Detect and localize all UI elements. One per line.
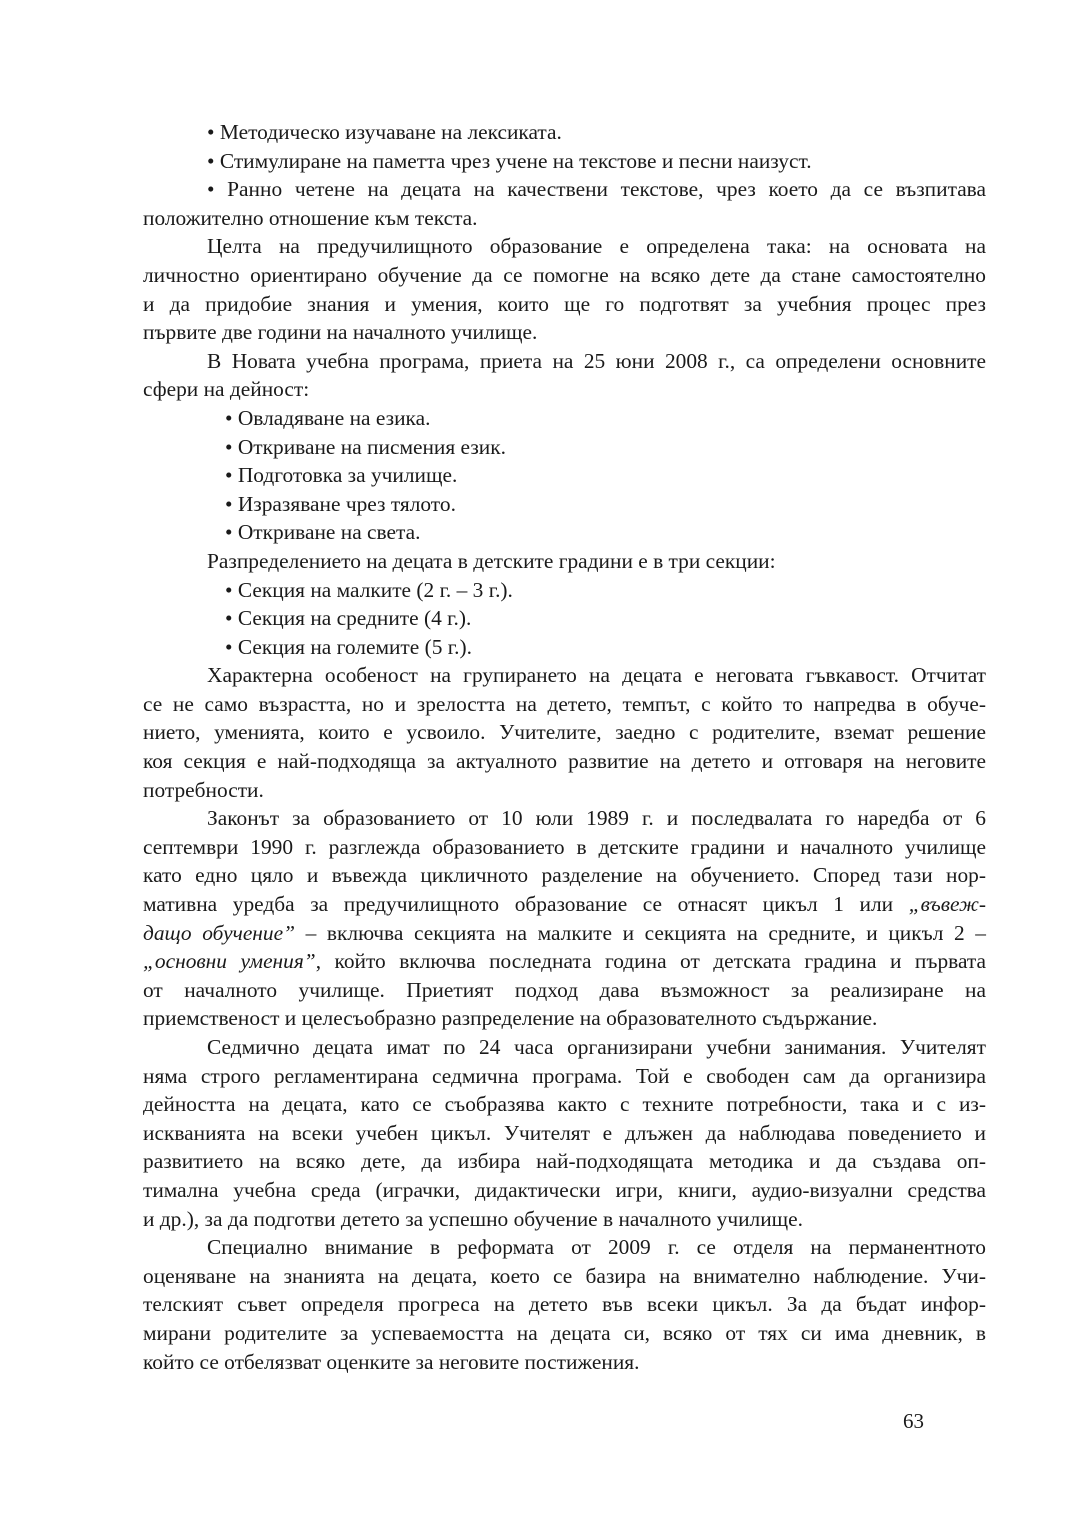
text-line [143,919,986,948]
paragraph-goal [143,232,986,346]
paragraph-weekly [143,1033,986,1233]
text-line: Законът за образованието от 10 юли 1989 г. и последвалата го наредба от 6 [207,806,986,831]
list-item: • Секция на средните (4 г.). [225,606,472,631]
list-item-continuation: положително отношение към текста. [143,205,478,230]
text-line: който се отбелязват оценките за неговите постижения. [143,1349,640,1374]
spheres-list [143,404,986,547]
text-line [143,947,986,976]
italic-term: „въвеж- [908,892,986,917]
text-line: първите две години на началното училище. [143,320,538,345]
text-line: потребности. [143,777,264,802]
italic-term: „основни умения” [143,949,316,974]
list-item: • Стимулиране на паметта чрез учене на текстове и песни наизуст. [207,148,812,173]
paragraph-assessment [143,1233,986,1376]
text-line: и др.), за да подготви детето за успешно обучение в началното училище. [143,1206,803,1231]
list-item: • Секция на големите (5 г.). [225,634,472,659]
text-line: коя секция е най-подходяща за актуалното развитие на детето и отговаря на неговите [143,749,986,774]
bullet-list-top [143,118,986,232]
text-line: Специално внимание в реформата от 2009 г. се отделя на перманентното [207,1235,986,1260]
text-line: личностно ориентирано обучение да се помогне на всяко дете да стане самостоятелно [143,262,986,287]
text-line: дейността на децата, като се съобразява както с техните потребности, така и с из- [143,1092,986,1117]
text-line [143,890,986,919]
text-line: В Новата учебна програма, приета на 25 юни 2008 г., са определени основните [207,348,986,373]
text-line: като едно цяло и въвежда цикличното разделение на обучението. Според тази нор- [143,863,986,888]
text-line: тимална учебна среда (играчки, дидактически игри, книги, аудио-визуални средства [143,1177,986,1202]
list-item: • Откриване на писмения език. [225,434,506,459]
list-item: • Овладяване на езика. [225,405,431,430]
paragraph-law [143,804,986,1033]
text-line: Целта на предучилищното образование е определена така: на основата на [207,234,986,259]
paragraph-program [143,347,986,404]
text-line: от началното училище. Приетият подход дава възможност за реализиране на [143,977,986,1002]
italic-term: дащо обучение” [143,920,296,945]
text-span: мативна уредба за предучилищното образование се отнасят цикъл 1 или [143,892,909,917]
list-item: • Секция на малките (2 г. – 3 г.). [225,577,513,602]
sections-intro: Разпределението на децата в детските градини е в три секции: [207,548,776,573]
text-line: развитието на всяко дете, да избира най-подходящата методика и да създава оп- [143,1149,986,1174]
text-line: оценяване на знанията на децата, което се базира на внимателно наблюдение. Учи- [143,1263,986,1288]
text-line: приемственост и целесъобразно разпределение на образователното съдържание. [143,1006,878,1031]
text-span: – включва секцията на малките и секцията на средните, и цикъл 2 – [295,920,986,945]
text-line: искванията на всеки учебен цикъл. Учителят е длъжен да наблюдава поведението и [143,1120,986,1145]
list-item: • Подготовка за училище. [225,463,458,488]
sections-list [143,576,986,662]
list-item: • Ранно четене на децата на качествени текстове, чрез което да се възпитава [207,177,986,202]
text-line: се не само възрастта, но и зрелостта на детето, темпът, с който то напредва в обуче- [143,691,986,716]
list-item: • Изразяване чрез тялото. [225,491,456,516]
text-line: Характерна особеност на групирането на децата е неговата гъвкавост. Отчитат [207,663,986,688]
text-line: септември 1990 г. разглежда образованието в детските градини и началното училище [143,834,986,859]
text-line: нието, уменията, които е усвоило. Учителите, заедно с родителите, вземат решение [143,720,986,745]
page-body [143,118,986,1376]
text-line: Седмично децата имат по 24 часа организирани учебни занимания. Учителят [207,1035,986,1059]
text-line: телският съвет определя прогреса на детето във всеки цикъл. За да бъдат инфор- [143,1292,986,1317]
paragraph-grouping [143,661,986,804]
page-number: 63 [903,1409,924,1433]
text-span: , който включва последната година от детската градина и първата [315,949,986,974]
text-line: сфери на дейност: [143,377,310,402]
text-line: и да придобие знания и умения, които ще го подготвят за учебния процес през [143,291,986,316]
text-line: няма строго регламентирана седмична програма. Той е свободен сам да организира [143,1063,986,1088]
text-line: мирани родителите за успеваемостта на децата си, всяко от тях си има дневник, в [143,1320,986,1345]
list-item: • Методическо изучаване на лексиката. [207,120,562,144]
list-item: • Откриване на света. [225,520,421,545]
